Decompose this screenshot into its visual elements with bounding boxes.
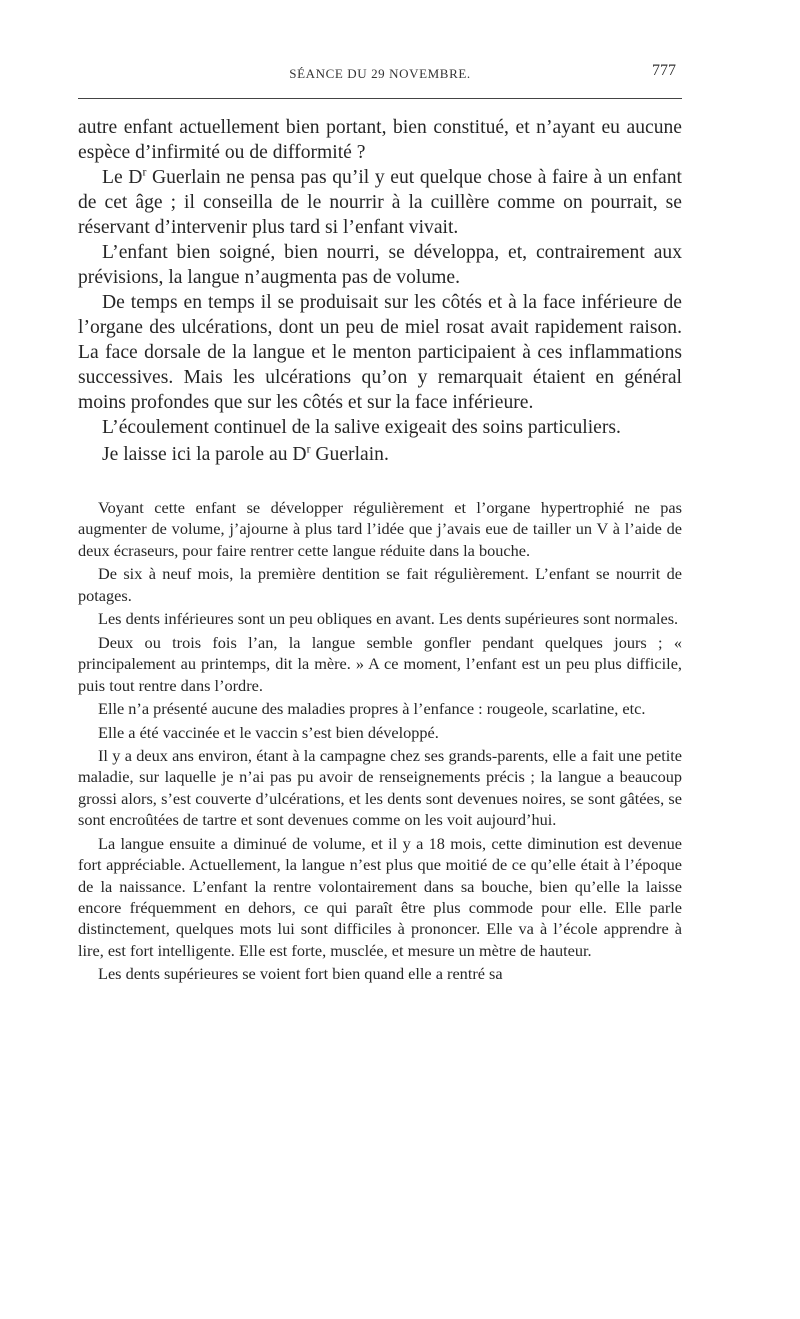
paragraph-development: L’enfant bien soigné, bien nourri, se développa, et, contrairement aux prévisions, la langue n’augmenta pas de volume. <box>78 242 682 288</box>
quote-paragraph: De six à neuf mois, la première dentition se fait régulièrement. L’enfant se nourrit de potages. <box>78 564 682 605</box>
running-title: SÉANCE DU 29 NOVEMBRE. <box>289 66 471 81</box>
text-run: Le D <box>102 167 143 188</box>
quoted-report <box>78 497 682 985</box>
text-run: Je laisse ici la parole au D <box>102 444 307 465</box>
body-text <box>78 115 682 467</box>
paragraph-ulcerations: De temps en temps il se produisait sur les côtés et à la face inférieure de l’organe des ulcérations, dont un peu de miel rosat avait rapidement raison. La face dorsale de la langue et le menton participaient à ces inflammations successives. Mais les ulcérations qu’on y remarquait étaient en général moins profondes que sur les côtés et sur la face inférieure. <box>78 292 682 413</box>
text-run: Guerlain ne pensa pas qu’il y eut quelque chose à faire à un enfant de cet âge ; il conseilla de le nourrir à la cuillère comme on pourrait, se réservant d’intervenir plus tard si l’enfant vivait. <box>78 167 682 238</box>
quote-paragraph: Deux ou trois fois l’an, la langue semble gonfler pendant quelques jours ; « principalement au printemps, dit la mère. » A ce moment, l’enfant est un peu plus difficile, puis tout rentre dans l’ordre. <box>78 632 682 695</box>
quote-paragraph: Elle n’a présenté aucune des maladies propres à l’enfance : rougeole, scarlatine, etc. <box>98 699 646 719</box>
superscript: r <box>142 165 147 179</box>
quote-paragraph: Les dents supérieures se voient fort bien quand elle a rentré sa <box>98 964 503 984</box>
paragraph-salivation: L’écoulement continuel de la salive exigeait des soins particuliers. <box>102 417 621 438</box>
superscript: r <box>306 442 311 456</box>
book-page <box>78 60 682 985</box>
page-number: 777 <box>652 62 676 79</box>
paragraph-doctor-advice <box>78 165 682 240</box>
paragraph-continuation: autre enfant actuellement bien portant, bien constitué, et n’ayant eu aucune espèce d’infirmité ou de difformité ? <box>78 117 682 163</box>
quote-paragraph: Il y a deux ans environ, étant à la campagne chez ses grands-parents, elle a fait une petite maladie, sur laquelle je n’ai pas pu avoir de renseignements précis ; la langue a beaucoup grossi alors, s’est couverte d’ulcérations, et les dents sont devenues noires, se sont gâtées, se sont encroûtées de tartre et sont devenues comme on les voit aujourd’hui. <box>78 746 682 830</box>
text-run: Guerlain. <box>310 444 389 465</box>
quote-paragraph: Les dents inférieures sont un peu obliques en avant. Les dents supérieures sont normales. <box>98 609 679 629</box>
quote-paragraph: Voyant cette enfant se développer régulièrement et l’organe hypertrophié ne pas augmenter de volume, j’ajourne à plus tard l’idée que j’avais eue de tailler un V à l’aide de deux écraseurs, pour faire rentrer cette langue réduite dans la bouche. <box>78 498 682 560</box>
quote-paragraph: Elle a été vaccinée et le vaccin s’est bien développé. <box>98 722 439 742</box>
header-rule <box>78 98 682 99</box>
quote-paragraph: La langue ensuite a diminué de volume, et il y a 18 mois, cette diminution est devenue fort appréciable. Actuellement, la langue n’est plus que moitié de ce qu’elle était à l’époque de la naissance. L’enfant la rentre volontairement dans sa bouche, bien qu’elle la laisse encore fréquemment en dehors, ce qui paraît être plus commode pour elle. Elle parle distinctement, quelques mots lui sont difficiles à prononcer. Elle va à l’école apprendre à lire, est fort intelligente. Elle est forte, musclée, et mesure un mètre de hauteur. <box>78 833 682 960</box>
paragraph-handover <box>78 442 682 467</box>
page-header <box>78 60 682 84</box>
